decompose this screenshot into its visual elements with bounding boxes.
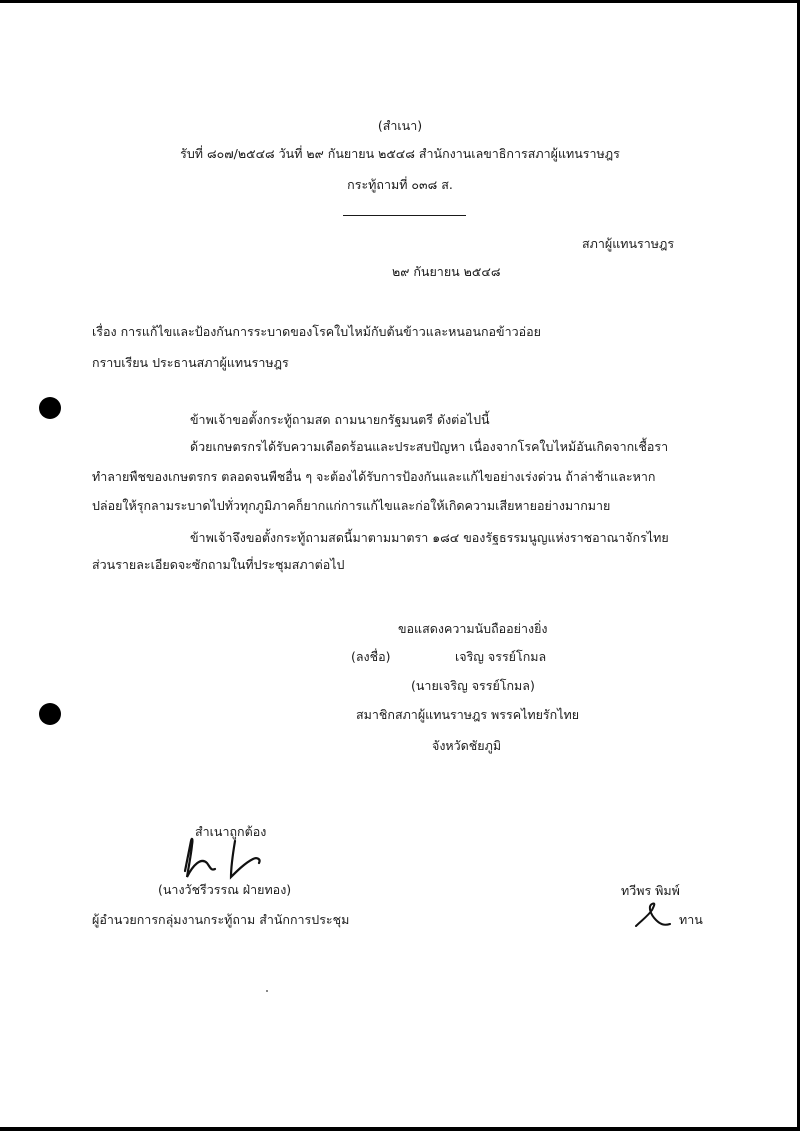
scan-speck [266,990,268,992]
scan-edge-bottom [0,1127,800,1131]
reviewer-initial-mark [632,898,674,932]
sender: สภาผู้แทนราษฎร [582,236,675,251]
punch-hole-bottom [39,703,61,725]
signer-province: จังหวัดชัยภูมิ [432,738,502,753]
signer-full-name: (นายเจริญ จรรย์โกมล) [411,678,535,693]
question-number: กระทู้ถามที่ ๐๓๘ ส. [347,177,453,192]
certifier-title: ผู้อำนวยการกลุ่มงานกระทู้ถาม สำนักการประชุม [92,912,350,927]
signer-position: สมาชิกสภาผู้แทนราษฎร พรรคไทยรักไทย [356,707,580,722]
reviewer-label: ทาน [679,912,703,927]
handwritten-signature [175,833,285,883]
body-line: ข้าพเจ้าขอตั้งกระทู้ถามสด ถามนายกรัฐมนตรี ดังต่อไปนี้ [190,412,490,427]
punch-hole-top [39,397,61,419]
body-line: ทำลายพืชของเกษตรกร ตลอดจนพืชอื่น ๆ จะต้องได้รับการป้องกันและแก้ไขอย่างเร่งด่วน ถ้าล่าช้าและหาก [92,469,656,484]
closing-regards: ขอแสดงความนับถืออย่างยิ่ง [398,621,548,636]
typist-label: ทวีพร พิมพ์ [621,883,680,898]
header-divider [343,215,466,216]
copy-mark: (สำเนา) [377,118,423,133]
body-line: ส่วนรายละเอียดจะซักถามในที่ประชุมสภาต่อไป [92,557,345,572]
salutation: กราบเรียน ประธานสภาผู้แทนราษฎร [92,355,289,370]
signed-name: เจริญ จรรย์โกมล [455,649,547,664]
body-line: ด้วยเกษตรกรได้รับความเดือดร้อนและประสบปัญหา เนื่องจากโรคใบไหม้อันเกิดจากเชื้อรา [190,439,669,454]
scan-edge-top [0,0,800,3]
certifier-name: (นางวัชรีวรรณ ฝ่ายทอง) [158,882,292,897]
certified-label: สำเนาถูกต้อง [195,824,267,839]
body-line: ข้าพเจ้าจึงขอตั้งกระทู้ถามสดนี้มาตามมาตรา ๑๘๔ ของรัฐธรรมนูญแห่งราชอาณาจักรไทย [190,530,669,545]
letter-date: ๒๙ กันยายน ๒๕๔๘ [392,264,501,279]
body-line: ปล่อยให้รุกลามระบาดไปทั่วทุกภูมิภาคก็ยากแก่การแก้ไขและก่อให้เกิดความเสียหายอย่างมากมาย [92,498,611,513]
subject-line: เรื่อง การแก้ไขและป้องกันการระบาดของโรคใบไหม้กับต้นข้าวและหนอนกอข้าวอ่อย [92,324,541,339]
received-line: รับที่ ๘๐๗/๒๕๔๘ วันที่ ๒๙ กันยายน ๒๕๔๘ สำนักงานเลขาธิการสภาผู้แทนราษฎร [180,146,620,161]
signed-prefix: (ลงชื่อ) [351,649,391,664]
